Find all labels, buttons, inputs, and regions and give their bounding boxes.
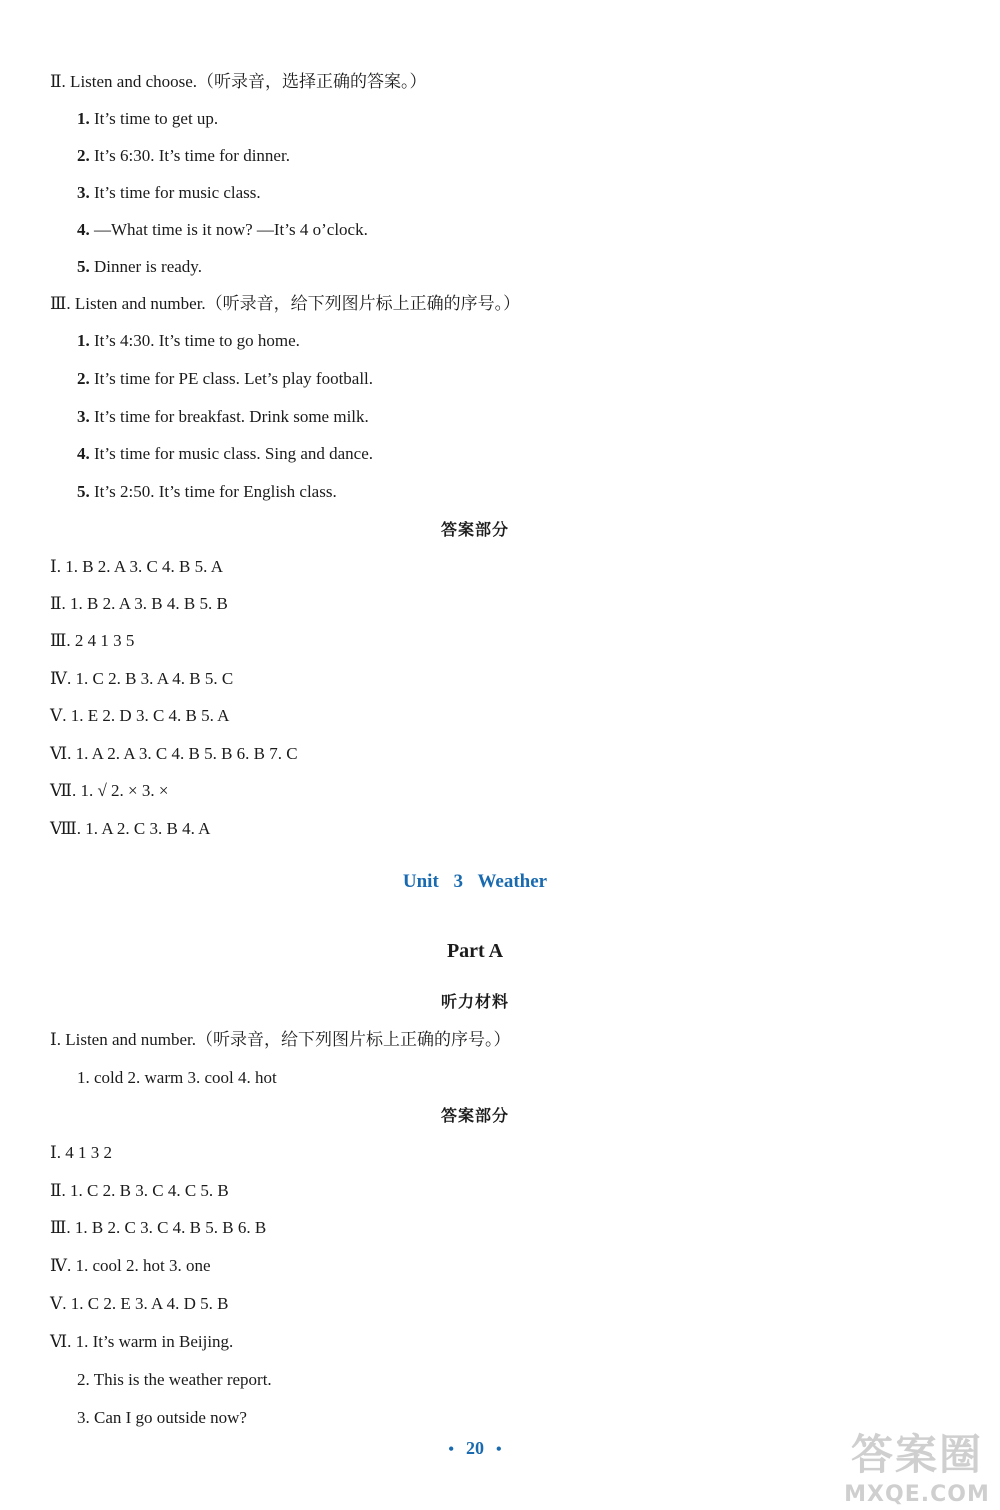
listen-choose-item-2: 2. It’s 6:30. It’s time for dinner. — [77, 146, 290, 165]
listen-number-item-2: 2. It’s time for PE class. Let’s play football. — [77, 369, 374, 388]
answer-row: Ⅶ. 1. √ 2. × 3. × — [50, 781, 169, 800]
watermark-logo: 答案圈 MXQE.COM — [844, 1430, 990, 1507]
answer-row: Ⅲ. 1. B 2. C 3. C 4. B 5. B 6. B — [50, 1218, 267, 1237]
answer-row: Ⅱ. 1. C 2. B 3. C 4. C 5. B — [50, 1181, 229, 1200]
listen-choose-item-5: 5. Dinner is ready. — [77, 257, 202, 276]
answer-row: Ⅴ. 1. C 2. E 3. A 4. D 5. B — [50, 1294, 229, 1313]
listen-choose-item-3: 3. It’s time for music class. — [77, 183, 261, 202]
listen-number-item-3: 3. It’s time for breakfast. Drink some milk. — [77, 407, 369, 426]
answer-row: Ⅷ. 1. A 2. C 3. B 4. A — [50, 819, 211, 838]
listen-number-heading: Ⅲ. Listen and number.（听录音，给下列图片标上正确的序号。） — [50, 294, 521, 313]
answer-row: Ⅲ. 2 4 1 3 5 — [50, 631, 135, 650]
listen-number-item-5: 5. It’s 2:50. It’s time for English class. — [77, 482, 337, 501]
answer-row: Ⅳ. 1. cool 2. hot 3. one — [50, 1256, 211, 1275]
unit-title: Unit 3 Weather — [402, 871, 548, 892]
page-number: • 20 • — [448, 1438, 502, 1458]
listen-number-item-4: 4. It’s time for music class. Sing and dance. — [77, 444, 374, 463]
unit3-listen-number-heading: Ⅰ. Listen and number.（听录音，给下列图片标上正确的序号。） — [50, 1030, 511, 1049]
answers-heading: 答案部分 — [440, 520, 509, 539]
answer-row: Ⅵ. 1. A 2. A 3. C 4. B 5. B 6. B 7. C — [50, 744, 298, 763]
answers-heading: 答案部分 — [440, 1106, 509, 1125]
answer-row: Ⅳ. 1. C 2. B 3. A 4. B 5. C — [50, 669, 234, 688]
page-number-dot: • — [496, 1441, 502, 1458]
listen-choose-heading: Ⅱ. Listen and choose.（听录音，选择正确的答案。） — [50, 72, 427, 91]
answer-row-extra: 3. Can I go outside now? — [77, 1408, 247, 1427]
material-heading: 听力材料 — [440, 992, 509, 1011]
answer-row: Ⅴ. 1. E 2. D 3. C 4. B 5. A — [50, 706, 230, 725]
answer-row: Ⅰ. 1. B 2. A 3. C 4. B 5. A — [50, 557, 223, 576]
listen-number-item-1: 1. It’s 4:30. It’s time to go home. — [77, 331, 300, 350]
listen-choose-item-1: 1. It’s time to get up. — [77, 109, 219, 128]
part-title: Part A — [446, 940, 504, 962]
answer-row: Ⅵ. 1. It’s warm in Beijing. — [50, 1332, 234, 1351]
answer-row: Ⅰ. 4 1 3 2 — [50, 1143, 112, 1162]
answer-row-extra: 2. This is the weather report. — [77, 1370, 272, 1389]
listen-choose-item-4: 4. —What time is it now? —It’s 4 o’clock. — [77, 220, 368, 239]
unit3-listen-number-items: 1. cold 2. warm 3. cool 4. hot — [77, 1068, 277, 1087]
answer-row: Ⅱ. 1. B 2. A 3. B 4. B 5. B — [50, 594, 228, 613]
page-number-dot: • — [448, 1441, 454, 1458]
